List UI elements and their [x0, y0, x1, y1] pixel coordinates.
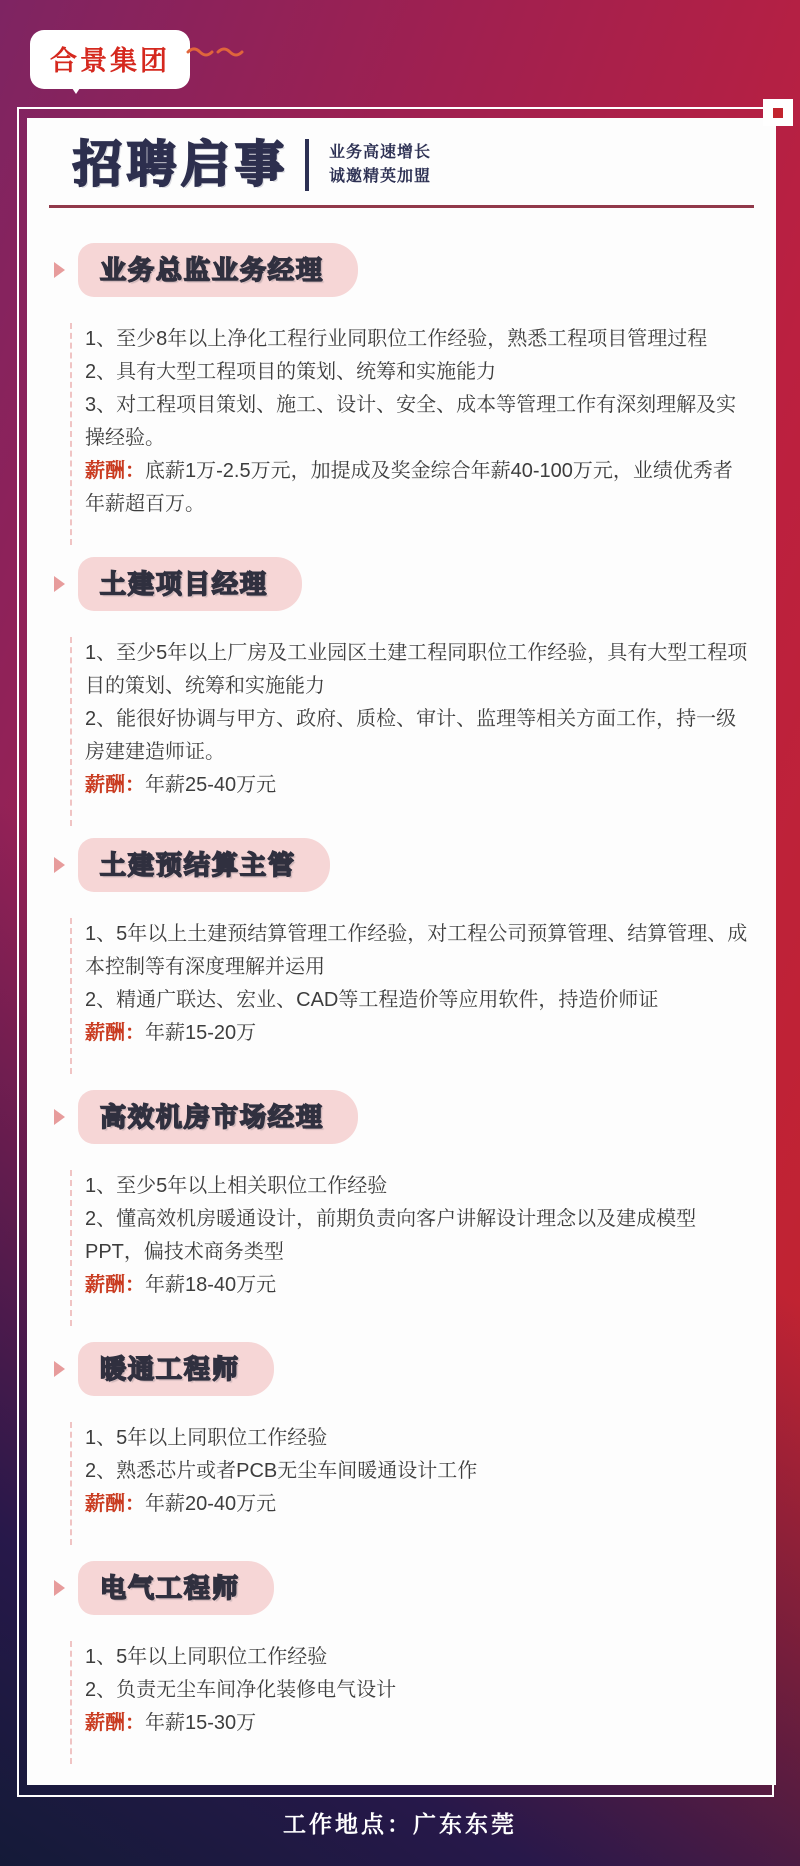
- job-title-badge: [78, 838, 330, 892]
- card-header: [27, 118, 776, 196]
- requirement-line: 1、5年以上土建预结算管理工作经验，对工程公司预算管理、结算管理、成本控制等有深度理解并运用: [85, 923, 748, 978]
- requirement-line: 2、具有大型工程项目的策划、统筹和实施能力: [85, 361, 497, 383]
- job-title: 土建预结算主管: [100, 850, 297, 880]
- job-title-badge: [78, 1342, 274, 1396]
- requirement-line: 2、精通广联达、宏业、CAD等工程造价等应用软件，持造价师证: [85, 989, 659, 1011]
- job-section: [70, 1342, 750, 1545]
- recruitment-card: [27, 118, 776, 1785]
- salary-label: 薪酬：: [85, 460, 145, 482]
- header-subtitle: [329, 141, 431, 189]
- corner-ornament-icon: [763, 99, 793, 126]
- job-section: [70, 557, 750, 826]
- salary-text: 年薪18-40万元: [145, 1274, 277, 1296]
- salary-label: 薪酬：: [85, 1712, 145, 1734]
- salary-label: 薪酬：: [85, 1274, 145, 1296]
- triangle-marker-icon: [54, 262, 65, 278]
- requirement-line: 2、懂高效机房暖通设计，前期负责向客户讲解设计理念以及建成模型PPT，偏技术商务类型: [85, 1208, 697, 1263]
- job-title: 暖通工程师: [100, 1354, 241, 1384]
- job-title: 土建项目经理: [100, 569, 269, 599]
- job-title: 高效机房市场经理: [100, 1102, 325, 1132]
- triangle-marker-icon: [54, 576, 65, 592]
- requirement-line: 2、能很好协调与甲方、政府、质检、审计、监理等相关方面工作，持一级房建建造师证。: [85, 708, 737, 763]
- salary-label: 薪酬：: [85, 1493, 145, 1515]
- requirement-line: 2、负责无尘车间净化装修电气设计: [85, 1679, 397, 1701]
- salary-text: 底薪1万-2.5万元，加提成及奖金综合年薪40-100万元，业绩优秀者年薪超百万。: [85, 460, 733, 515]
- job-title: 业务总监业务经理: [100, 255, 325, 285]
- page-title: 招聘启事: [73, 138, 290, 192]
- salary-text: 年薪25-40万元: [145, 774, 277, 796]
- brand-name: 合景集团: [50, 46, 170, 76]
- job-section: [70, 1090, 750, 1326]
- triangle-marker-icon: [54, 1580, 65, 1596]
- title-divider: [305, 139, 309, 191]
- salary-line: [85, 769, 750, 802]
- job-sections: [27, 243, 776, 1764]
- job-section: [70, 243, 750, 545]
- requirement-line: 1、5年以上同职位工作经验: [85, 1427, 328, 1449]
- footer-location: 工作地点：广东东莞: [283, 1811, 517, 1837]
- salary-text: 年薪15-30万: [145, 1712, 257, 1734]
- requirement-line: 1、5年以上同职位工作经验: [85, 1646, 328, 1668]
- subtitle-line-1: 业务高速增长: [329, 144, 432, 161]
- job-title: 电气工程师: [100, 1573, 241, 1603]
- salary-line: [85, 1488, 750, 1521]
- salary-line: [85, 1707, 750, 1740]
- squiggle-icon: [186, 44, 244, 63]
- job-section: [70, 1561, 750, 1764]
- salary-text: 年薪15-20万: [145, 1022, 257, 1044]
- job-title-badge: [78, 1561, 274, 1615]
- job-title-badge: [78, 1090, 358, 1144]
- salary-label: 薪酬：: [85, 1022, 145, 1044]
- logo-bubble: [30, 30, 190, 89]
- salary-line: [85, 1017, 750, 1050]
- requirement-line: 2、熟悉芯片或者PCB无尘车间暖通设计工作: [85, 1460, 478, 1482]
- requirement-line: 3、对工程项目策划、施工、设计、安全、成本等管理工作有深刻理解及实操经验。: [85, 394, 737, 449]
- requirement-line: 1、至少5年以上厂房及工业园区土建工程同职位工作经验，具有大型工程项目的策划、统筹和实施能力: [85, 642, 748, 697]
- header-rule: [49, 205, 754, 208]
- triangle-marker-icon: [54, 1109, 65, 1125]
- job-section: [70, 838, 750, 1074]
- job-title-badge: [78, 557, 302, 611]
- triangle-marker-icon: [54, 857, 65, 873]
- subtitle-line-2: 诚邀精英加盟: [329, 168, 432, 185]
- salary-text: 年薪20-40万元: [145, 1493, 277, 1515]
- footer: [0, 1806, 800, 1839]
- salary-line: [85, 455, 750, 521]
- requirement-line: 1、至少5年以上相关职位工作经验: [85, 1175, 388, 1197]
- triangle-marker-icon: [54, 1361, 65, 1377]
- job-title-badge: [78, 243, 358, 297]
- salary-line: [85, 1269, 750, 1302]
- salary-label: 薪酬：: [85, 774, 145, 796]
- requirement-line: 1、至少8年以上净化工程行业同职位工作经验，熟悉工程项目管理过程: [85, 328, 708, 350]
